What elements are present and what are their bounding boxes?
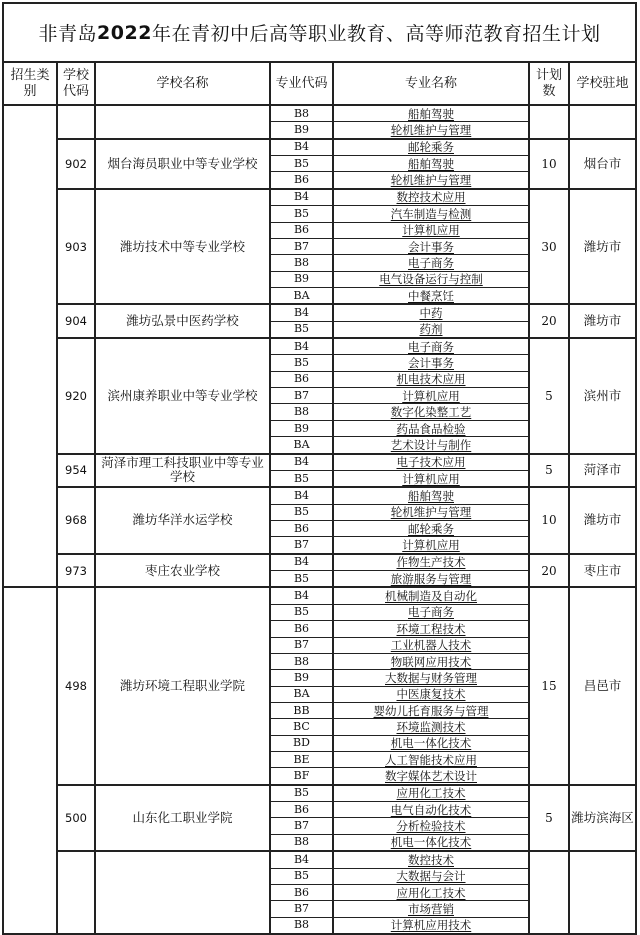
major-name-cell: 电子商务 (333, 604, 529, 620)
major-name-cell: 婴幼儿托育服务与管理 (333, 702, 529, 718)
major-code-cell: B8 (270, 255, 333, 271)
school-name-cell: 潍坊环境工程职业学院 (95, 587, 270, 784)
major-name-cell: 工业机器人技术 (333, 637, 529, 653)
major-code-cell: B6 (270, 802, 333, 818)
major-code-cell: B7 (270, 637, 333, 653)
major-code-cell: B9 (270, 670, 333, 686)
major-name-cell: 应用化工技术 (333, 785, 529, 802)
major-code-cell: B9 (270, 122, 333, 139)
major-code-cell: B6 (270, 371, 333, 387)
major-name-cell: 机电一体化技术 (333, 735, 529, 751)
location-cell: 昌邑市 (569, 587, 635, 784)
school-code-cell: 500 (57, 785, 95, 851)
major-name-cell: 会计事务 (333, 355, 529, 371)
header-major-code: 专业代码 (270, 63, 333, 105)
major-code-cell: B4 (270, 487, 333, 504)
major-name-cell: 药品食品检验 (333, 420, 529, 436)
table-row (4, 487, 635, 504)
table-row (4, 338, 635, 355)
school-name-cell: 烟台海员职业中等专业学校 (95, 139, 270, 189)
major-code-cell: B5 (270, 504, 333, 520)
plan-count-cell: 15 (529, 587, 569, 784)
major-name-cell: 艺术设计与制作 (333, 437, 529, 454)
major-code-cell: B4 (270, 338, 333, 355)
major-code-cell: BA (270, 437, 333, 454)
major-code-cell: B7 (270, 901, 333, 917)
major-name-cell: 船舶驾驶 (333, 487, 529, 504)
major-code-cell: B6 (270, 621, 333, 637)
school-code-cell (57, 105, 95, 139)
major-name-cell: 计算机应用 (333, 222, 529, 238)
table-row (4, 304, 635, 321)
major-code-cell: BA (270, 686, 333, 702)
major-code-cell: B8 (270, 834, 333, 851)
location-cell: 潍坊滨海区 (569, 785, 635, 851)
enrollment-plan-sheet (2, 2, 637, 935)
school-name-cell: 滨州康养职业中等专业学校 (95, 338, 270, 454)
major-name-cell: 物联网应用技术 (333, 653, 529, 669)
major-code-cell: B5 (270, 321, 333, 338)
table-body (4, 105, 635, 934)
plan-count-cell: 5 (529, 454, 569, 488)
school-name-cell: 菏泽市理工科技职业中等专业学校 (95, 454, 270, 488)
major-code-cell: BF (270, 768, 333, 785)
major-code-cell: BC (270, 719, 333, 735)
category-cell (4, 587, 57, 934)
major-code-cell: B7 (270, 818, 333, 834)
major-name-cell: 会计事务 (333, 238, 529, 254)
major-name-cell: 数字媒体艺术设计 (333, 768, 529, 785)
major-name-cell: 电子商务 (333, 255, 529, 271)
major-code-cell: B4 (270, 587, 333, 604)
header-location: 学校驻地 (569, 63, 635, 105)
plan-count-cell: 20 (529, 304, 569, 338)
major-name-cell: 电子商务 (333, 338, 529, 355)
major-name-cell: 数控技术 (333, 851, 529, 868)
plan-count-cell: 5 (529, 785, 569, 851)
major-name-cell: 机电技术应用 (333, 371, 529, 387)
major-code-cell: B7 (270, 537, 333, 554)
major-code-cell: BB (270, 702, 333, 718)
title-prefix: 非青岛 (38, 23, 98, 45)
major-code-cell: B8 (270, 105, 333, 122)
major-name-cell: 机械制造及自动化 (333, 587, 529, 604)
plan-count-cell: 5 (529, 338, 569, 454)
major-name-cell: 邮轮乘务 (333, 139, 529, 156)
plan-count-cell (529, 105, 569, 139)
major-name-cell: 作物生产技术 (333, 554, 529, 571)
major-code-cell: B5 (270, 156, 333, 172)
major-name-cell: 分析检验技术 (333, 818, 529, 834)
major-name-cell: 船舶驾驶 (333, 105, 529, 122)
major-code-cell: B9 (270, 420, 333, 436)
major-name-cell: 数字化染整工艺 (333, 404, 529, 420)
school-name-cell: 潍坊弘景中医药学校 (95, 304, 270, 338)
major-code-cell: B9 (270, 271, 333, 287)
header-plan-count: 计划数 (529, 63, 569, 105)
title-year: 2022 (97, 21, 152, 44)
header-school-name: 学校名称 (95, 63, 270, 105)
plan-count-cell: 20 (529, 554, 569, 588)
major-code-cell: B5 (270, 604, 333, 620)
plan-count-cell: 10 (529, 139, 569, 189)
major-code-cell: B8 (270, 404, 333, 420)
major-name-cell: 中药 (333, 304, 529, 321)
major-code-cell: B4 (270, 189, 333, 206)
major-name-cell: 计算机应用 (333, 388, 529, 404)
major-code-cell: B5 (270, 571, 333, 588)
major-code-cell: B6 (270, 172, 333, 189)
enrollment-table (4, 63, 635, 935)
plan-count-cell: 10 (529, 487, 569, 553)
location-cell: 潍坊市 (569, 487, 635, 553)
table-row (4, 554, 635, 571)
major-code-cell: B4 (270, 851, 333, 868)
major-code-cell: B4 (270, 554, 333, 571)
major-name-cell: 环境监测技术 (333, 719, 529, 735)
major-name-cell: 应用化工技术 (333, 884, 529, 900)
major-name-cell: 药剂 (333, 321, 529, 338)
major-code-cell: B4 (270, 454, 333, 471)
location-cell: 烟台市 (569, 139, 635, 189)
school-name-cell: 山东化工职业学院 (95, 785, 270, 851)
header-category: 招生类别 (4, 63, 57, 105)
major-code-cell: B4 (270, 304, 333, 321)
major-code-cell: B5 (270, 355, 333, 371)
school-name-cell (95, 105, 270, 139)
major-code-cell: B5 (270, 785, 333, 802)
major-name-cell: 数控技术应用 (333, 189, 529, 206)
major-name-cell: 计算机应用 (333, 537, 529, 554)
major-code-cell: BE (270, 752, 333, 768)
major-name-cell: 中餐烹饪 (333, 287, 529, 304)
major-name-cell: 邮轮乘务 (333, 520, 529, 536)
header-major-name: 专业名称 (333, 63, 529, 105)
major-code-cell: B6 (270, 884, 333, 900)
major-name-cell: 大数据与会计 (333, 868, 529, 884)
table-row (4, 454, 635, 471)
major-name-cell: 电气自动化技术 (333, 802, 529, 818)
major-name-cell: 市场营销 (333, 901, 529, 917)
header-row (4, 63, 635, 105)
location-cell: 菏泽市 (569, 454, 635, 488)
major-code-cell: B4 (270, 139, 333, 156)
school-code-cell: 954 (57, 454, 95, 488)
title-suffix: 年在青初中后高等职业教育、高等师范教育招生计划 (151, 23, 601, 45)
school-code-cell: 920 (57, 338, 95, 454)
header-school-code: 学校代码 (57, 63, 95, 105)
major-name-cell: 电子技术应用 (333, 454, 529, 471)
major-name-cell: 船舶驾驶 (333, 156, 529, 172)
major-name-cell: 旅游服务与管理 (333, 571, 529, 588)
major-code-cell: BA (270, 287, 333, 304)
major-name-cell: 大数据与财务管理 (333, 670, 529, 686)
table-row (4, 105, 635, 122)
major-code-cell: B7 (270, 238, 333, 254)
major-name-cell: 计算机应用技术 (333, 917, 529, 934)
school-name-cell: 枣庄农业学校 (95, 554, 270, 588)
location-cell: 滨州市 (569, 338, 635, 454)
table-row (4, 851, 635, 868)
major-code-cell: BD (270, 735, 333, 751)
major-name-cell: 轮机维护与管理 (333, 122, 529, 139)
major-name-cell: 轮机维护与管理 (333, 172, 529, 189)
major-name-cell: 计算机应用 (333, 470, 529, 487)
table-row (4, 189, 635, 206)
plan-count-cell: 30 (529, 189, 569, 305)
school-code-cell: 973 (57, 554, 95, 588)
school-code-cell: 902 (57, 139, 95, 189)
major-name-cell: 电气设备运行与控制 (333, 271, 529, 287)
major-name-cell: 机电一体化技术 (333, 834, 529, 851)
category-cell (4, 105, 57, 587)
major-code-cell: B5 (270, 868, 333, 884)
major-name-cell: 环境工程技术 (333, 621, 529, 637)
major-code-cell: B6 (270, 520, 333, 536)
location-cell (569, 105, 635, 139)
table-row (4, 587, 635, 604)
major-code-cell: B7 (270, 388, 333, 404)
major-code-cell: B8 (270, 653, 333, 669)
table-row (4, 139, 635, 156)
major-code-cell: B5 (270, 470, 333, 487)
school-name-cell: 潍坊华洋水运学校 (95, 487, 270, 553)
major-code-cell: B6 (270, 222, 333, 238)
location-cell: 枣庄市 (569, 554, 635, 588)
school-code-cell: 498 (57, 587, 95, 784)
location-cell: 潍坊市 (569, 189, 635, 305)
school-code-cell: 903 (57, 189, 95, 305)
major-name-cell: 人工智能技术应用 (333, 752, 529, 768)
location-cell: 潍坊市 (569, 304, 635, 338)
school-code-cell: 968 (57, 487, 95, 553)
major-code-cell: B5 (270, 206, 333, 222)
school-name-cell: 潍坊技术中等专业学校 (95, 189, 270, 305)
major-name-cell: 轮机维护与管理 (333, 504, 529, 520)
school-code-cell: 904 (57, 304, 95, 338)
table-row (4, 785, 635, 802)
major-name-cell: 汽车制造与检测 (333, 206, 529, 222)
major-name-cell: 中医康复技术 (333, 686, 529, 702)
page-title (4, 4, 635, 63)
major-code-cell: B8 (270, 917, 333, 934)
